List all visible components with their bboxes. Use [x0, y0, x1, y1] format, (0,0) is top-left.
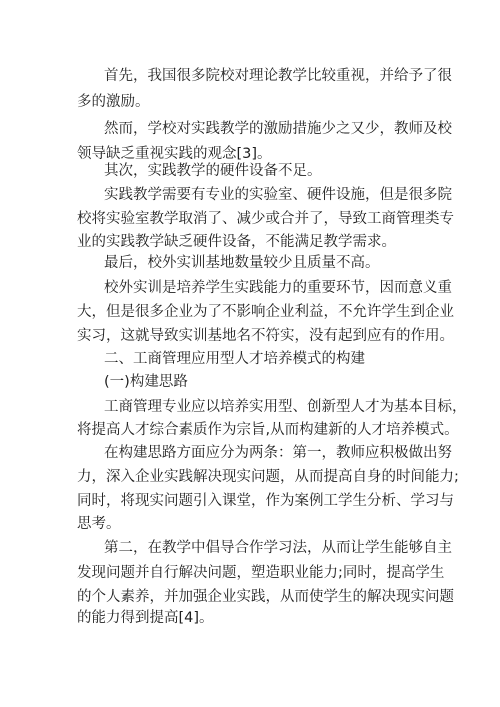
text-line: 第二，在教学中倡导合作学习法，从而让学生能够自主 — [104, 540, 452, 556]
text-line: 二、工商管理应用型人才培养模式的构建 — [104, 351, 365, 367]
text-line: 同时，将现实问题引入课堂，作为案例工学生分析、学习与 — [77, 493, 454, 509]
text-line: 的个人素养，并加强企业实践，从而使学生的解决现实问题 — [77, 589, 454, 605]
text-line: 多的激励。 — [77, 94, 150, 110]
text-line: (一)构建思路 — [104, 374, 188, 390]
text-line: 校外实训是培养学生实践能力的重要环节，因而意义重 — [104, 280, 452, 296]
text-line: 然而，学校对实践教学的激励措施少之又少，教师及校 — [104, 121, 452, 137]
text-line: 思考。 — [77, 516, 121, 532]
text-line: 实践教学需要有专业的实验室、硬件设施，但是很多院 — [104, 187, 452, 203]
text-line: 发现问题并自行解决问题，塑造职业能力;同时，提高学生 — [77, 565, 445, 581]
text-line: 工商管理专业应以培养实用型、创新型人才为基本目标， — [104, 399, 467, 415]
text-line: 将提高人才综合素质作为宗旨,从而构建新的人才培养模式。 — [77, 422, 459, 438]
text-line: 的能力得到提高[4]。 — [77, 610, 214, 626]
text-line: 大，但是很多企业为了不影响企业利益，不允许学生到企业 — [77, 304, 454, 320]
text-line: 在构建思路方面应分为两条：第一，教师应积极做出努 — [104, 445, 452, 461]
text-line: 首先，我国很多院校对理论教学比较重视，并给予了很 — [104, 68, 452, 84]
text-line: 业的实践教学缺乏硬件设备，不能满足教学需求。 — [77, 234, 396, 250]
text-line: 实习，这就导致实训基地名不符实，没有起到应有的作用。 — [77, 328, 454, 344]
text-line: 最后，校外实训基地数量较少且质量不高。 — [104, 255, 380, 271]
text-line: 其次，实践教学的硬件设备不足。 — [104, 163, 322, 179]
text-line: 校将实验室教学取消了、减少或合并了，导致工商管理类专 — [77, 211, 454, 227]
text-line: 力，深入企业实践解决现实问题，从而提高自身的时间能力; — [77, 469, 459, 485]
text-line: 领导缺乏重视实践的观念[3]。 — [77, 146, 272, 162]
